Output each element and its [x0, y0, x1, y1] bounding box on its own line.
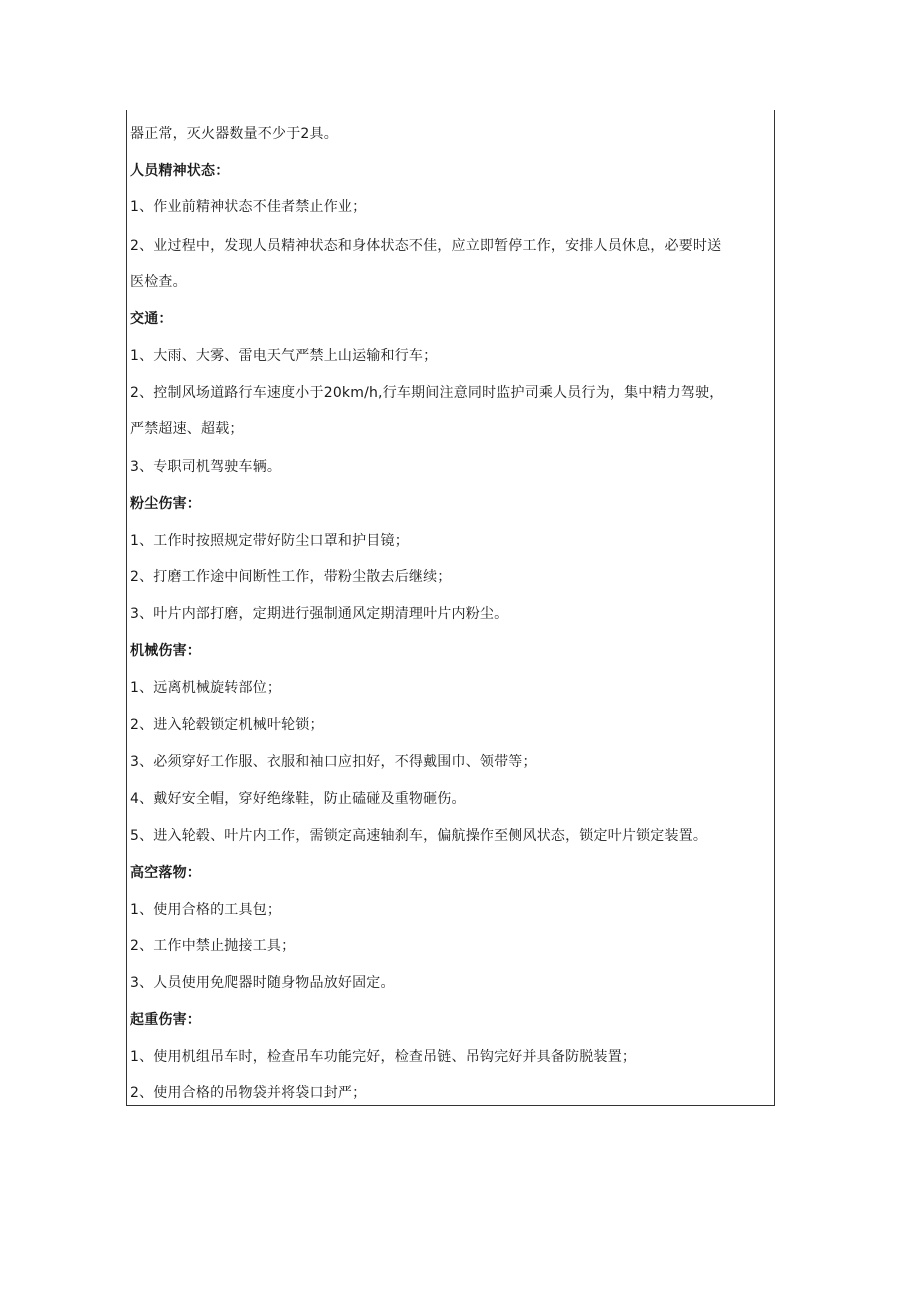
paragraph-line: 1、工作时按照规定带好防尘口罩和护目镜；	[130, 533, 409, 549]
paragraph-line: 1、使用机组吊车时，检查吊车功能完好，检查吊链、吊钩完好并具备防脱装置；	[130, 1049, 637, 1065]
paragraph-line: 1、使用合格的工具包；	[130, 902, 282, 918]
paragraph-line: 2、控制风场道路行车速度小于20km/h,行车期间注意同时监护司乘人员行为，集中精力驾驶，	[130, 385, 724, 401]
paragraph-line: 3、叶片内部打磨，定期进行强制通风定期清理叶片内粉尘。	[130, 606, 509, 622]
paragraph-line: 严禁超速、超载；	[130, 421, 244, 437]
paragraph-line: 2、业过程中，发现人员精神状态和身体状态不佳，应立即暂停工作，安排人员休息，必要时送	[130, 238, 722, 254]
paragraph-line: 3、专职司机驾驶车辆。	[130, 459, 282, 475]
paragraph-line: 2、打磨工作途中间断性工作，带粉尘散去后继续；	[130, 569, 452, 585]
paragraph-line: 2、进入轮毂锁定机械叶轮锁；	[130, 717, 324, 733]
section-heading-falling-objects: 高空落物：	[130, 865, 201, 881]
paragraph-line: 器正常，灭火器数量不少于2具。	[130, 126, 338, 142]
section-heading-personnel-mental-state: 人员精神状态：	[130, 163, 230, 179]
section-heading-lifting-hazard: 起重伤害：	[130, 1012, 201, 1028]
paragraph-line: 2、工作中禁止抛接工具；	[130, 938, 296, 954]
paragraph-line: 医检查。	[130, 274, 187, 290]
paragraph-line: 3、人员使用免爬器时随身物品放好固定。	[130, 975, 395, 991]
paragraph-line: 1、远离机械旋转部位；	[130, 680, 282, 696]
paragraph-line: 1、大雨、大雾、雷电天气严禁上山运输和行车；	[130, 348, 438, 364]
section-heading-traffic: 交通：	[130, 311, 173, 327]
section-heading-mechanical-hazard: 机械伤害：	[130, 643, 201, 659]
paragraph-line: 2、使用合格的吊物袋并将袋口封严；	[130, 1085, 367, 1101]
paragraph-line: 3、必须穿好工作服、衣服和袖口应扣好，不得戴围巾、领带等；	[130, 754, 537, 770]
paragraph-line: 5、进入轮毂、叶片内工作，需锁定高速轴刹车，偏航操作至侧风状态，锁定叶片锁定装置。	[130, 828, 708, 844]
section-heading-dust-hazard: 粉尘伤害：	[130, 496, 201, 512]
paragraph-line: 1、作业前精神状态不佳者禁止作业；	[130, 199, 367, 215]
paragraph-line: 4、戴好安全帽，穿好绝缘鞋，防止磕碰及重物砸伤。	[130, 791, 466, 807]
